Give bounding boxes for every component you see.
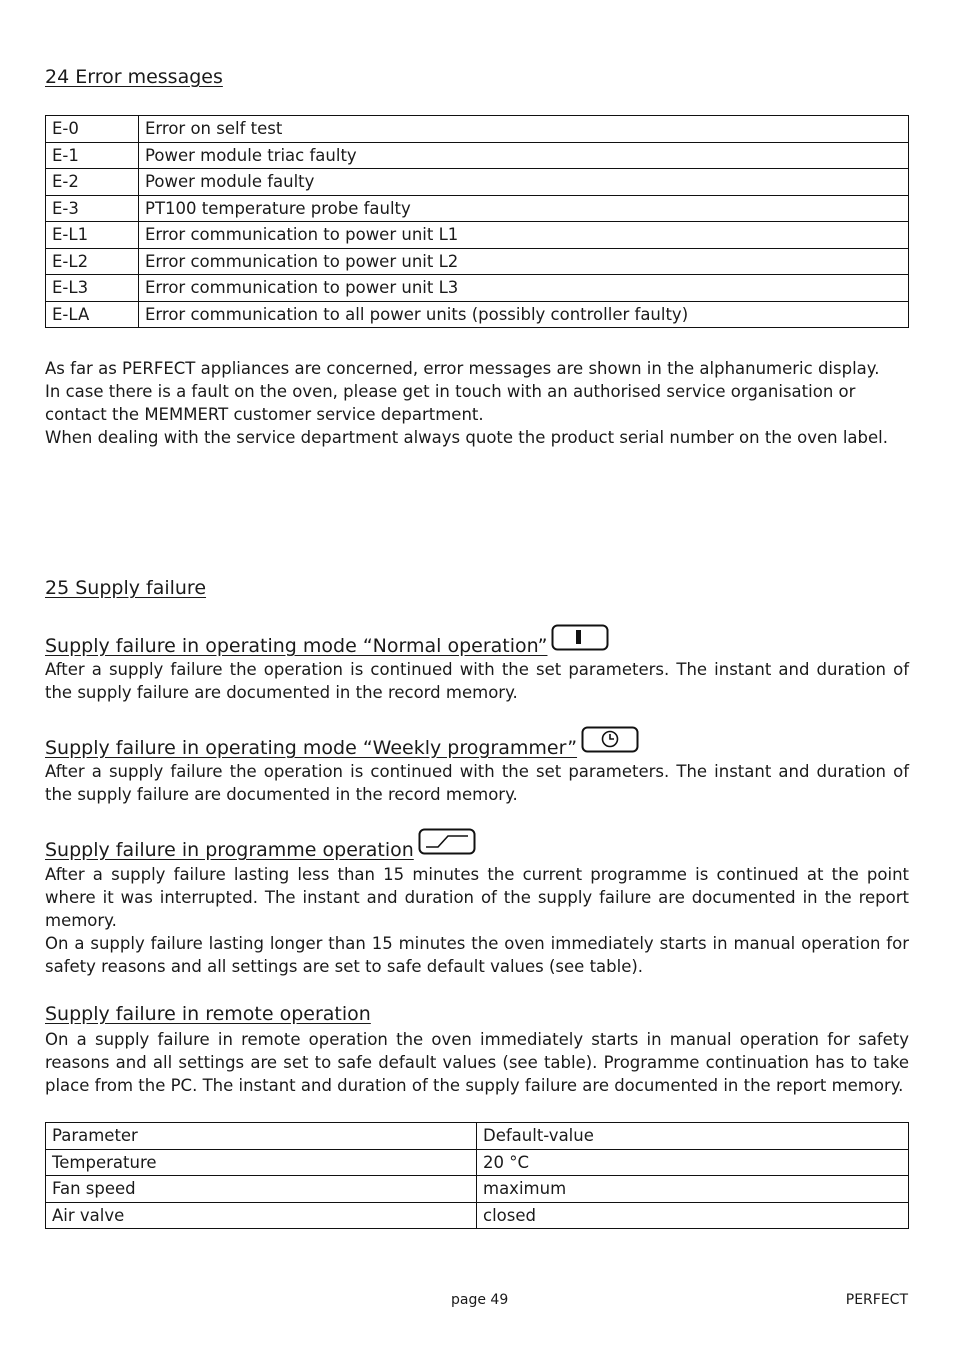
page-number: page 49: [451, 1292, 509, 1308]
ramp-icon: [418, 828, 476, 861]
normal-operation-text: After a supply failure the operation is continued with the set parameters. The instant and duration of the supply failure are documented in the record memory.: [45, 660, 909, 702]
value-cell: maximum: [477, 1176, 909, 1203]
column-header: Default-value: [477, 1123, 909, 1150]
programme-operation-text-2: On a supply failure lasting longer than 15 minutes the oven immediately starts in manual operation for safety reasons and all settings are set to safe default values (see table).: [45, 934, 909, 976]
table-row: [46, 116, 909, 143]
table-row: [46, 301, 909, 328]
remote-operation-heading: [45, 1003, 371, 1025]
param-cell: Fan speed: [46, 1176, 477, 1203]
clock-icon: [581, 726, 639, 759]
table-row: [46, 195, 909, 222]
default-values-table: [45, 1122, 909, 1229]
table-row: [46, 169, 909, 196]
error-code: E-1: [46, 142, 139, 169]
error-desc: Error communication to power unit L1: [139, 222, 909, 249]
error-code: E-L2: [46, 248, 139, 275]
section-24-title: 24 Error messages: [45, 66, 223, 88]
error-desc: Error communication to power unit L3: [139, 275, 909, 302]
error-desc: Error on self test: [139, 116, 909, 143]
weekly-programmer-heading: [45, 726, 639, 759]
table-row: [46, 1176, 909, 1203]
remote-operation-text: On a supply failure in remote operation the oven immediately starts in manual operation for safety reasons and all settings are set to safe default values (see table). Programme continuation has to take place from the PC. The instant and duration of the supply failure are documented in the report memory.: [45, 1030, 909, 1095]
error-info-paragraph: [45, 357, 909, 449]
param-cell: Air valve: [46, 1202, 477, 1229]
error-desc: Error communication to power unit L2: [139, 248, 909, 275]
error-code: E-0: [46, 116, 139, 143]
table-row: [46, 1149, 909, 1176]
error-info-line: As far as PERFECT appliances are concerned, error messages are shown in the alphanumeric display.: [45, 359, 880, 378]
table-row: [46, 275, 909, 302]
heading-text: Supply failure in programme operation: [45, 839, 414, 861]
heading-text: Supply failure in remote operation: [45, 1003, 371, 1025]
param-cell: Temperature: [46, 1149, 477, 1176]
table-row: [46, 222, 909, 249]
error-code: E-L3: [46, 275, 139, 302]
table-row: [46, 248, 909, 275]
error-desc: Power module triac faulty: [139, 142, 909, 169]
error-desc: PT100 temperature probe faulty: [139, 195, 909, 222]
value-cell: 20 °C: [477, 1149, 909, 1176]
programme-operation-heading: [45, 828, 476, 861]
programme-operation-text-1: After a supply failure lasting less than 15 minutes the current programme is continued at the point where it was interrupted. The instant and duration of the supply failure are documented in the report memory.: [45, 865, 909, 930]
normal-operation-icon: [551, 624, 609, 657]
error-code: E-LA: [46, 301, 139, 328]
value-cell: closed: [477, 1202, 909, 1229]
normal-operation-heading: [45, 624, 609, 657]
table-row: [46, 1202, 909, 1229]
error-info-line: In case there is a fault on the oven, please get in touch with an authorised service organisation or contact the MEMMERT customer service department.: [45, 382, 856, 424]
error-messages-table: [45, 115, 909, 328]
error-info-line: When dealing with the service department always quote the product serial number on the oven label.: [45, 428, 888, 447]
table-row: [46, 142, 909, 169]
column-header: Parameter: [46, 1123, 477, 1150]
error-desc: Error communication to all power units (possibly controller faulty): [139, 301, 909, 328]
table-header-row: [46, 1123, 909, 1150]
error-code: E-3: [46, 195, 139, 222]
section-25-title: 25 Supply failure: [45, 577, 207, 599]
product-name: PERFECT: [845, 1292, 908, 1308]
error-code: E-2: [46, 169, 139, 196]
heading-text: Supply failure in operating mode “Normal operation”: [45, 635, 548, 657]
error-desc: Power module faulty: [139, 169, 909, 196]
weekly-programmer-text: After a supply failure the operation is continued with the set parameters. The instant and duration of the supply failure are documented in the record memory.: [45, 762, 909, 804]
error-code: E-L1: [46, 222, 139, 249]
heading-text: Supply failure in operating mode “Weekly programmer”: [45, 737, 578, 759]
